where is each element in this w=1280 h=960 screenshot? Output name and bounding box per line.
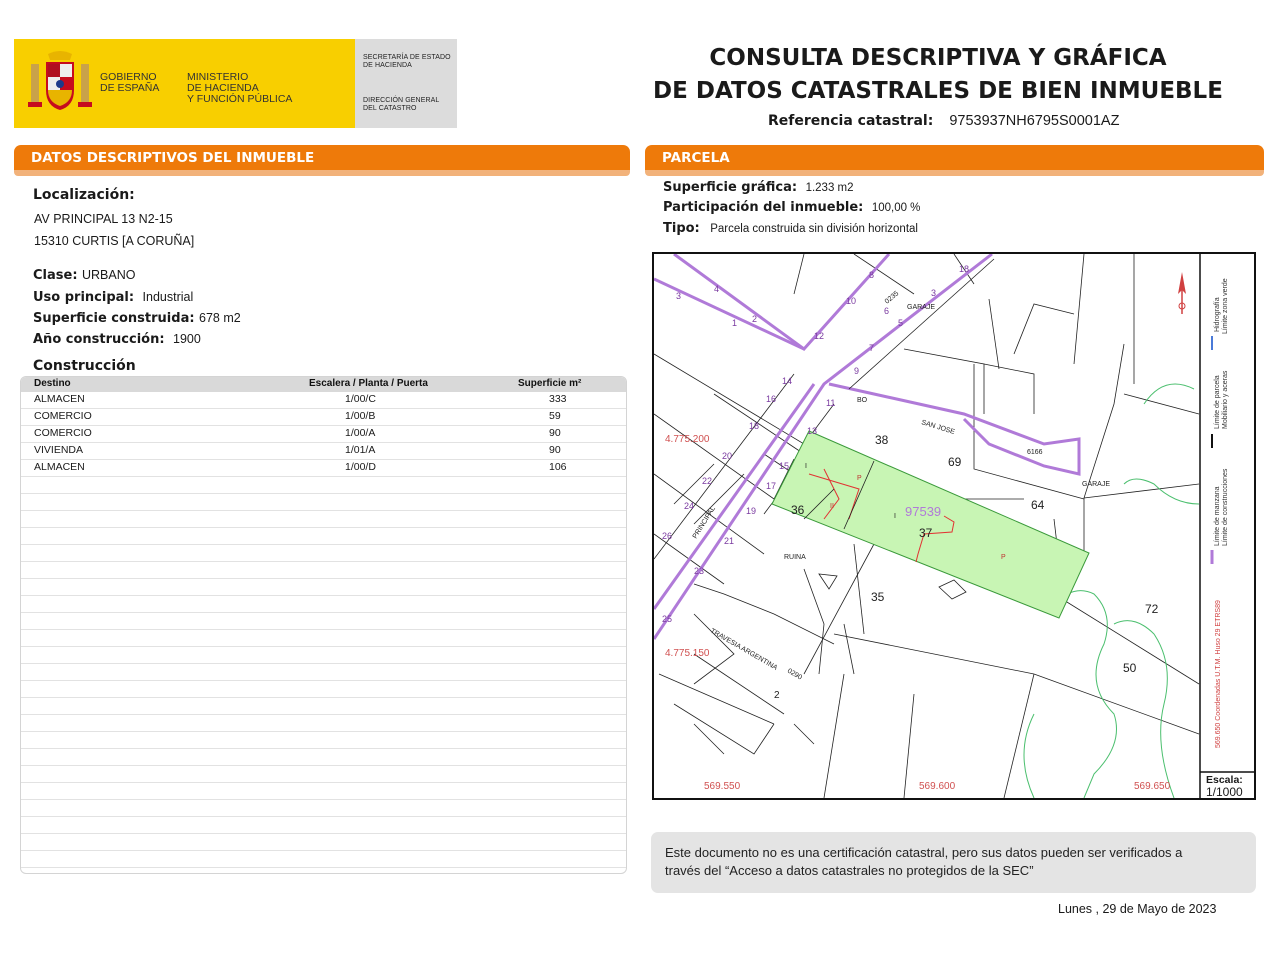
anio-row [33,330,201,348]
table-row [21,715,626,732]
table-row [21,664,626,681]
table-row [21,834,626,851]
secretaria-line1: SECRETARÍA DE ESTADO [363,54,451,61]
parcel-38: 38 [875,433,889,447]
parcel-69: 69 [948,455,962,469]
table-row [21,494,626,511]
table-row [21,851,626,868]
cell-destino: COMERCIO [34,410,92,422]
parcel-35: 35 [871,590,885,604]
table-row [21,579,626,596]
table-header [21,377,626,392]
svg-text:26: 26 [662,531,673,541]
table-row [21,817,626,834]
cell-escalera: 1/00/D [345,461,376,473]
table-row [21,511,626,528]
clase-value: URBANO [81,268,136,282]
anio-label: Año construcción: [33,332,165,347]
svg-text:12: 12 [814,331,825,341]
cell-superficie: 106 [549,461,567,473]
ref-value: 9753937NH6795S0001AZ [949,113,1120,129]
construccion-title: Construcción [33,358,136,374]
i1-label: I [805,463,807,470]
table-row [21,698,626,715]
clase-label: Clase: [33,268,78,283]
direccion-catastro-band [355,39,457,128]
svg-text:10: 10 [846,296,857,306]
table-row [21,613,626,630]
title-line1: CONSULTA DESCRIPTIVA Y GRÁFICA [709,45,1167,71]
localizacion-label: Localización: [33,187,135,203]
cell-escalera: 1/01/A [345,444,376,456]
table-row [21,443,626,460]
legend-limite-parcela: Límite de parcela [1214,375,1221,429]
parcela-bar [645,145,1264,170]
ref-label: Referencia catastral: [768,113,934,129]
superficie-row [33,309,241,327]
parcel-ref-label: 97539 [905,504,942,519]
direccion-line2: DEL CATASTRO [363,105,417,112]
bar-underline [14,170,630,176]
page-title [600,42,1276,108]
col-destino: Destino [34,378,71,389]
cell-destino: ALMACEN [34,393,85,405]
svg-text:2: 2 [752,314,758,324]
coat-of-arms-icon [28,50,92,116]
uso-label: Uso principal: [33,290,135,305]
uso-row [33,288,193,306]
ii-label: II [830,503,834,510]
table-row [21,596,626,613]
escala-box [1206,774,1243,798]
table-row [21,426,626,443]
col-escalera: Escalera / Planta / Puerta [309,378,428,389]
table-row [21,732,626,749]
svg-text:15: 15 [779,461,790,471]
table-row [21,766,626,783]
sup-grafica-row [663,178,854,196]
svg-text:1: 1 [732,318,738,328]
svg-text:13: 13 [807,426,818,436]
participacion-row [663,198,920,216]
i2-label: I [894,513,896,520]
svg-text:19: 19 [746,506,757,516]
direccion-text [363,97,439,113]
svg-text:18: 18 [749,421,760,431]
coord-y-top: 4.775.200 [665,434,710,445]
svg-text:21: 21 [724,536,735,546]
table-row [21,562,626,579]
street-sanjose: SAN JOSE [920,419,956,437]
address-line1: AV PRINCIPAL 13 N2-15 [34,212,173,226]
legend-coords: 569.650 Coordenadas U.T.M. Huso 29 ETRS89 [1215,600,1222,748]
svg-text:14: 14 [782,376,793,386]
svg-text:24: 24 [684,501,695,511]
anio-value: 1900 [173,332,201,346]
svg-text:9: 9 [854,366,860,376]
construccion-table [20,376,627,874]
cell-escalera: 1/00/B [345,410,376,422]
parcel-72: 72 [1145,602,1159,616]
garaje2-label: GARAJE [1082,481,1111,488]
ministerio-line1: MINISTERIO [187,71,249,83]
gobierno-text [100,72,159,94]
svg-text:20: 20 [722,451,733,461]
table-row [21,783,626,800]
p2-label: P [1001,554,1006,561]
escala-label: Escala: [1206,774,1243,786]
cadastral-map [652,252,1256,800]
svg-text:25: 25 [662,614,673,624]
parcel-36: 36 [791,503,805,517]
street-principal: PRINCIPAL [691,505,718,541]
cell-superficie: 59 [549,410,561,422]
parcel-64: 64 [1031,498,1045,512]
parcel-area [772,431,1089,618]
tipo-label: Tipo: [663,221,700,236]
superficie-label: Superficie construida: [33,311,195,326]
table-row [21,749,626,766]
uso-value: Industrial [142,290,194,304]
table-body [21,392,626,874]
disclaimer-note [651,832,1256,893]
gobierno-line1: GOBIERNO [100,71,157,83]
cell-superficie: 333 [549,393,567,405]
footer-date: Lunes , 29 de Mayo de 2023 [1058,902,1217,916]
col-superficie: Superficie m² [518,378,582,389]
svg-text:3: 3 [676,291,682,301]
street-bo: BO [857,397,868,404]
referencia-catastral [768,113,1119,129]
svg-text:7: 7 [869,343,875,353]
svg-text:23: 23 [694,566,705,576]
parcela-title: PARCELA [662,150,730,166]
tipo-value: Parcela construida sin división horizontal [710,223,918,235]
cell-destino: ALMACEN [34,461,85,473]
code-0235: 0235 [883,290,901,306]
participacion-value: 100,00 % [871,202,921,214]
table-row [21,528,626,545]
svg-text:11: 11 [826,398,836,408]
cell-superficie: 90 [549,444,561,456]
coord-y-bottom: 4.775.150 [665,648,710,659]
table-row [21,392,626,409]
coord-x3: 569.650 [1134,781,1171,792]
legend-mobiliario: Mobiliario y aceras [1222,370,1229,429]
participacion-label: Participación del inmueble: [663,200,864,215]
svg-text:3: 3 [931,288,937,298]
street-travesia: TRAVESIA ARGENTINA [709,627,779,672]
svg-text:22: 22 [702,476,713,486]
legend-limite-construcciones: Límite de construcciones [1222,468,1229,546]
cell-escalera: 1/00/A [345,427,376,439]
title-line2: DE DATOS CATASTRALES DE BIEN INMUEBLE [653,78,1223,104]
legend-limite-manzana: Límite de manzana [1214,486,1221,546]
note-line1: Este documento no es una certificación catastral, pero sus datos pueden ser verificados a [665,845,1183,860]
svg-text:6: 6 [884,306,890,316]
escala-value: 1/1000 [1206,785,1243,799]
direccion-line1: DIRECCIÓN GENERAL [363,97,440,104]
table-row [21,868,626,874]
cell-superficie: 90 [549,427,561,439]
secretaria-line2: DE HACIENDA [363,62,412,69]
svg-text:8: 8 [869,270,875,280]
table-row [21,460,626,477]
cell-destino: VIVIENDA [34,444,84,456]
cell-destino: COMERCIO [34,427,92,439]
table-row [21,545,626,562]
garaje1-label: GARAJE [907,304,936,311]
coord-x1: 569.550 [704,781,741,792]
ministerio-line3: Y FUNCIÓN PÚBLICA [187,93,293,105]
address-line2: 15310 CURTIS [A CORUÑA] [34,234,195,248]
code-6166: 6166 [1027,449,1043,456]
svg-text:17: 17 [766,481,777,491]
parcel-50: 50 [1123,661,1137,675]
bar-title-bold: INMUEBLE [236,150,315,166]
sup-grafica-value: 1.233 m2 [805,182,854,194]
parcel-2: 2 [774,690,780,701]
svg-text:5: 5 [898,318,904,328]
ruina-label: RUINA [784,554,806,561]
sup-grafica-label: Superficie gráfica: [663,180,798,195]
svg-text:16: 16 [766,394,777,404]
p1-label: P [857,475,862,482]
secretaria-text [363,54,451,70]
table-row [21,630,626,647]
parcela-bar-underline [645,170,1264,176]
clase-row [33,266,135,284]
table-row [21,800,626,817]
table-row [21,409,626,426]
code-0290: 0290 [786,667,803,682]
ministerio-text [187,72,292,105]
table-row [21,477,626,494]
parcel-37: 37 [919,526,933,540]
map-drawing [654,254,1254,798]
legend-hidrografia: Hidrografía [1214,297,1221,332]
tipo-row [663,219,918,237]
legend-zona-verde: Límite zona verde [1222,278,1229,334]
bar-title: DATOS DESCRIPTIVOS DEL [31,150,232,166]
superficie-value: 678 m2 [199,311,241,325]
cell-escalera: 1/00/C [345,393,376,405]
coord-x2: 569.600 [919,781,956,792]
note-line2: través del “Acceso a datos catastrales no protegidos de la SEC” [665,863,1034,878]
svg-text:18: 18 [959,264,970,274]
table-row [21,681,626,698]
north-arrow-icon [1178,272,1186,314]
table-row [21,647,626,664]
svg-text:4: 4 [714,284,720,294]
ministerio-line2: DE HACIENDA [187,82,259,94]
gobierno-line2: DE ESPAÑA [100,82,160,94]
datos-descriptivos-bar [14,145,630,170]
